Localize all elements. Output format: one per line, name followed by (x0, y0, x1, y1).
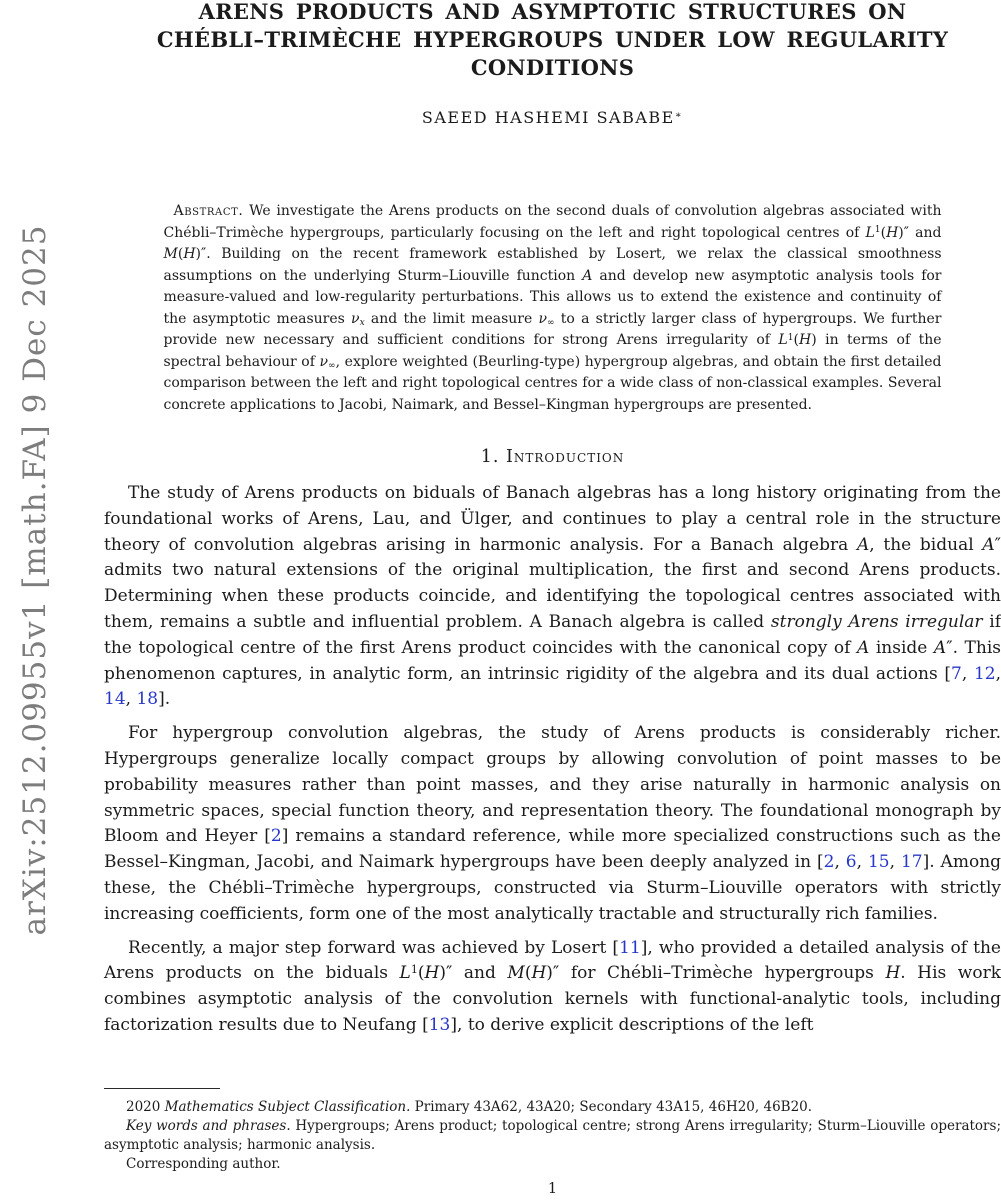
text-segment: M (507, 963, 525, 984)
text-segment: We investigate the Arens products on the second duals of convolution algebras associated with Chébli–Trimèche hypergroups, particularly focusing on the left and right topological centres of (163, 203, 942, 241)
text-segment: L (399, 963, 411, 984)
text-segment: H (885, 963, 901, 984)
intro-paragraph-3 (104, 936, 1001, 1039)
footnote-corresponding (104, 1155, 1001, 1174)
citation-link[interactable]: 13 (428, 1014, 451, 1035)
text-segment: H (531, 963, 547, 984)
text-segment: ], to derive explicit descriptions of the left (450, 1014, 814, 1035)
title-line-1: ARENS PRODUCTS AND ASYMPTOTIC STRUCTURES ON (198, 0, 907, 24)
citation-link[interactable]: 11 (619, 937, 641, 958)
text-segment: if the topological centre of the first Arens product coincides with the canonical copy of (104, 611, 1001, 658)
text-segment: and (452, 963, 508, 984)
footnote-keywords (104, 1117, 1001, 1155)
text-segment: , (856, 852, 868, 873)
citation-link[interactable]: 6 (845, 852, 857, 873)
text-segment: ∞ (328, 360, 336, 371)
text-segment: A (982, 534, 995, 555)
text-segment: , (995, 663, 1001, 684)
text-segment: and the limit measure (364, 310, 539, 327)
section-number: 1. (480, 447, 500, 467)
text-segment: H (798, 332, 812, 348)
text-segment: ( (880, 224, 887, 241)
author-name: SAEED HASHEMI SABABE (421, 108, 675, 127)
text-segment: 1 (410, 963, 418, 977)
text-segment: ] remains a standard reference, while more specialized constructions such as the Bessel–Kingman, Jacobi, and Naimark hypergroups have been deeply analyzed in [ (104, 826, 1001, 873)
text-segment: L (778, 332, 788, 348)
text-segment: inside (869, 637, 934, 658)
text-segment: Mathematics Subject Classification. (164, 1099, 411, 1115)
text-segment: for Chébli–Trimèche hypergroups (559, 963, 886, 984)
section-heading-introduction (104, 446, 1001, 468)
text-segment: ) (811, 332, 817, 348)
text-segment: )″ (439, 963, 453, 984)
text-segment: 1 (874, 225, 881, 236)
text-segment: , (961, 663, 974, 684)
text-segment: )″ (546, 963, 560, 984)
citation-link[interactable]: 2 (823, 852, 835, 873)
footnote-msc (104, 1098, 1001, 1117)
text-segment: L (865, 224, 875, 241)
text-segment: ν (351, 310, 360, 327)
text-segment: H (183, 246, 196, 262)
text-segment: to a strictly larger class of hypergroups. We further provide new necessary and sufficient conditions for strong Arens irregularity of (163, 310, 942, 348)
section-title: Introduction (505, 447, 625, 467)
text-segment: and (908, 224, 942, 241)
text-segment: Primary 43A62, 43A20; Secondary 43A15, 46H20, 46B20. (410, 1099, 813, 1115)
intro-paragraph-2 (104, 721, 1001, 927)
text-segment: 2020 (126, 1099, 165, 1115)
citation-link[interactable]: 14 (104, 689, 126, 710)
text-segment: ν (538, 310, 547, 327)
citation-link[interactable]: 15 (867, 852, 890, 873)
text-segment: , explore weighted (Beurling-type) hypergroup algebras, and obtain the first detailed comparison between the left and right topological centres for a wide class of non-classical examples. Several concrete applications to Jacobi, Naimark, and Bessel–Kingman hypergroups are presented. (163, 353, 942, 413)
title-line-3: CONDITIONS (470, 55, 635, 80)
text-segment: H (886, 224, 899, 241)
abstract-label: Abstract. (173, 203, 244, 219)
abstract-text (164, 203, 942, 413)
text-segment: ∞ (547, 317, 555, 328)
text-segment: Key words and phrases. (126, 1118, 291, 1134)
arxiv-watermark: arXiv:2512.09955v1 [math.FA] 9 Dec 2025 (17, 224, 53, 936)
text-segment: A (856, 534, 870, 555)
author-footnote-marker: ∗ (674, 110, 684, 122)
text-segment: . Building on the recent framework established by Losert, we relax the classical smoothness assumptions on the underlying Sturm–Liouville function (163, 246, 942, 284)
text-segment: The study of Arens products on biduals of Banach algebras has a long history originating from the foundational works of Arens, Lau, and Ülger, and continues to play a central role in the structure theory of convolution algebras arising in harmonic analysis. For a Banach algebra (104, 483, 1001, 555)
text-segment: . His work combines asymptotic analysis of the convolution kernels with functional-analytic tools, including factorization results due to Neufang [ (104, 963, 1001, 1035)
abstract (164, 201, 942, 416)
text-segment: , the bidual (869, 534, 983, 555)
text-segment: admits two natural extensions of the original multiplication, the first and second Arens products. Determining when these products coincide, and identifying the topological centres associated with them, remains a subtle and influential problem. A Banach algebra is called (104, 560, 1001, 632)
text-segment: ( (177, 246, 184, 262)
text-segment: )″ (195, 246, 207, 262)
text-segment: Hypergroups; Arens product; topological centre; strong Arens irregularity; Sturm–Liouville operators; asymptotic analysis; harmonic analysis. (104, 1118, 1001, 1153)
text-segment: ( (417, 963, 425, 984)
page-number: 1 (547, 1181, 558, 1197)
text-segment: ], who provided a detailed analysis of the Arens products on the biduals (104, 937, 1001, 984)
text-segment: , (889, 852, 901, 873)
text-segment: A (582, 267, 593, 284)
text-segment: ( (793, 332, 799, 348)
text-segment: For hypergroup convolution algebras, the study of Arens products is considerably richer. Hypergroups generalize locally compact groups by allowing convolution of point masses to be probability measures rather than point masses, and they arise naturally in harmonic analysis on symmetric spaces, special function theory, and representation theory. The foundational monograph by Bloom and Heyer [ (104, 723, 1001, 847)
paper-content (104, 0, 1001, 1039)
citation-link[interactable]: 7 (951, 663, 962, 684)
text-segment: Corresponding author. (126, 1156, 281, 1172)
text-segment: ν (319, 353, 329, 370)
text-segment: Recently, a major step forward was achieved by Losert [ (128, 937, 620, 958)
text-segment: ( (524, 963, 532, 984)
author-line (104, 108, 1001, 127)
citation-link[interactable]: 18 (136, 689, 159, 710)
text-segment: )″ (898, 224, 909, 241)
citation-link[interactable]: 12 (973, 663, 996, 684)
text-segment: M (163, 246, 178, 262)
text-segment: A (933, 637, 947, 658)
intro-paragraph-1 (104, 481, 1001, 713)
text-segment: ]. Among these, the Chébli–Trimèche hypergroups, constructed via Sturm–Liouville operators with strictly increasing coefficients, form one of the most analytically tractable and structurally rich families. (104, 852, 1001, 924)
text-segment: strongly Arens irregular (770, 611, 983, 632)
text-segment: 1 (787, 332, 794, 343)
title-line-2: CHÉBLI–TRIMÈCHE HYPERGROUPS UNDER LOW REGULARITY (156, 27, 949, 52)
text-segment: A (857, 637, 870, 658)
footnote-area (104, 1088, 1001, 1200)
text-segment: , (834, 852, 846, 873)
paper-title (104, 0, 1001, 82)
text-segment: ″ (994, 534, 1001, 555)
text-segment: . This phenomenon captures, in analytic form, an intrinsic rigidity of the algebra and its dual actions [ (104, 637, 1001, 684)
footnote-rule (104, 1088, 220, 1089)
text-segment: in terms of the spectral behaviour of (163, 332, 942, 370)
citation-link[interactable]: 17 (900, 852, 923, 873)
text-segment: ]. (158, 689, 171, 710)
text-segment: , (125, 689, 137, 710)
text-segment: H (424, 963, 440, 984)
text-segment: ″ (946, 637, 953, 658)
text-segment: and develop new asymptotic analysis tools for measure-valued and low-regularity perturbations. This allows us to extend the existence and continuity of the asymptotic measures (163, 267, 942, 327)
text-segment: x (359, 317, 365, 328)
citation-link[interactable]: 2 (270, 826, 282, 847)
